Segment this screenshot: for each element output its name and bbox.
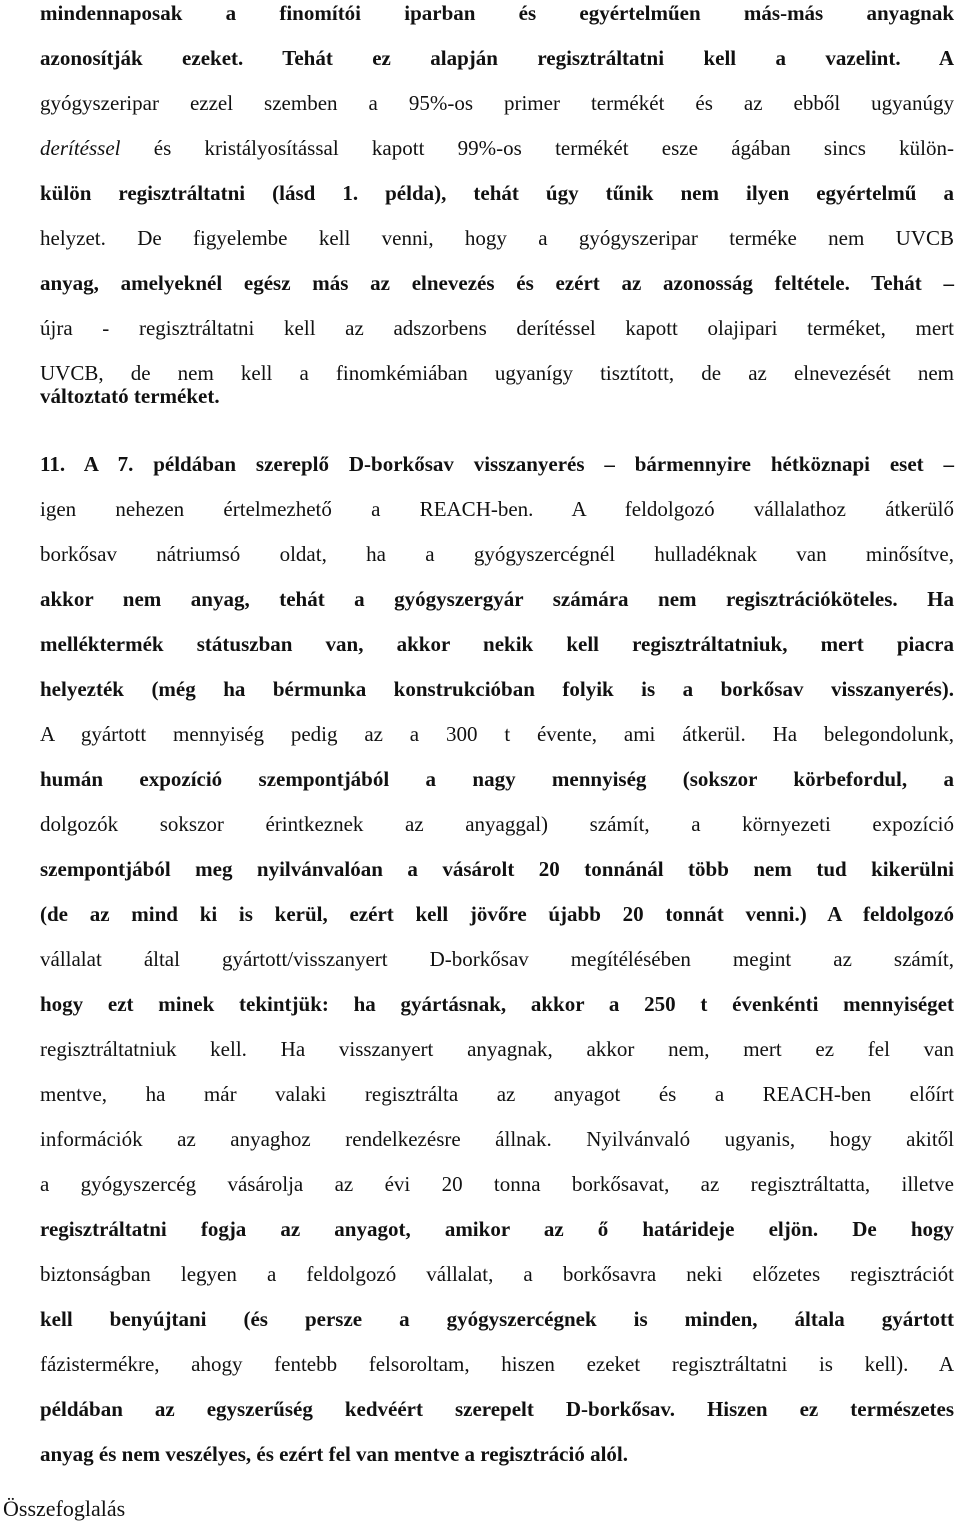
paragraph-1-line-7: anyag, amelyeknél egész más az elnevezés és ezért az azonosság feltétele. Tehát – [40,271,954,295]
paragraph-1-line-6: helyzet. De figyelembe kell venni, hogy a gyógyszeripar terméke nem UVCB [40,226,954,250]
paragraph-2-line-15: mentve, ha már valaki regisztrálta az anyagot és a REACH-ben előírt [40,1082,954,1106]
paragraph-2-line-10: szempontjából meg nyilvánvalóan a vásárolt 20 tonnánál több nem tud kikerülni [40,857,954,881]
paragraph-2-line-11: (de az mind ki is kerül, ezért kell jövőre újabb 20 tonnát venni.) A feldolgozó [40,902,954,926]
paragraph-2-line-23: anyag és nem veszélyes, és ezért fel van mentve a regisztráció alól. [40,1442,629,1466]
paragraph-2-line-9: dolgozók sokszor érintkeznek az anyaggal) számít, a környezeti expozíció [40,812,954,836]
paragraph-2-line-16: információk az anyaghoz rendelkezésre állnak. Nyilvánvaló ugyanis, hogy akitől [40,1127,954,1151]
paragraph-2-line-22: példában az egyszerűség kedvéért szerepelt D-borkősav. Hiszen ez természetes [40,1397,954,1421]
paragraph-1-line-8: újra - regisztráltatni kell az adszorbens derítéssel kapott olajipari terméket, mert [40,316,954,340]
paragraph-1-line-5: külön regisztráltatni (lásd 1. példa), tehát úgy tűnik nem ilyen egyértelmű a [40,181,954,205]
paragraph-2-line-14: regisztráltatniuk kell. Ha visszanyert anyagnak, akkor nem, mert ez fel van [40,1037,954,1061]
paragraph-1-line-4-rest: és kristályosítással kapott 99%-os termékét esze ágában sincs külön- [153,136,954,160]
paragraph-2-line-17: a gyógyszercég vásárolja az évi 20 tonna borkősavat, az regisztráltatta, illetve [40,1172,954,1196]
paragraph-2-line-18: regisztráltatni fogja az anyagot, amikor az ő határideje eljön. De hogy [40,1217,954,1241]
paragraph-2-line-13: hogy ezt minek tekintjük: ha gyártásnak, akkor a 250 t évenkénti mennyiséget [40,992,954,1016]
section-heading-summary: Összefoglalás [3,1496,126,1521]
paragraph-2-line-20: kell benyújtani (és persze a gyógyszercégnek is minden, általa gyártott [40,1307,954,1331]
paragraph-2-line-4: akkor nem anyag, tehát a gyógyszergyár számára nem regisztrációköteles. Ha [40,587,954,611]
paragraph-1-line-4 [40,131,954,165]
paragraph-2-line-3: borkősav nátriumsó oldat, ha a gyógyszercégnél hulladéknak van minősítve, [40,542,954,566]
paragraph-2-line-5: melléktermék státuszban van, akkor nekik kell regisztráltatniuk, mert piacra [40,632,954,656]
paragraph-2-line-6: helyezték (még ha bérmunka konstrukcióban folyik is a borkősav visszanyerés). [40,677,954,701]
paragraph-2-line-21: fázistermékre, ahogy fentebb felsoroltam, hiszen ezeket regisztráltatni is kell). A [40,1352,954,1376]
paragraph-2-line-1: 11. A 7. példában szereplő D-borkősav visszanyerés – bármennyire hétköznapi eset – [40,452,954,476]
paragraph-1-line-2: azonosítják ezeket. Tehát ez alapján regisztráltatni kell a vazelint. A [40,46,954,70]
italic-term: derítéssel [40,136,121,160]
paragraph-2-line-19: biztonságban legyen a feldolgozó vállalat, a borkősavra neki előzetes regisztrációt [40,1262,954,1286]
paragraph-2-line-8: humán expozíció szempontjából a nagy mennyiség (sokszor körbefordul, a [40,767,954,791]
paragraph-2-line-7: A gyártott mennyiség pedig az a 300 t évente, ami átkerül. Ha belegondolunk, [40,722,954,746]
paragraph-1-line-1: mindennaposak a finomítói iparban és egyértelműen más-más anyagnak [40,1,954,25]
paragraph-2-line-2: igen nehezen értelmezhető a REACH-ben. A feldolgozó vállalathoz átkerülő [40,497,954,521]
paragraph-2-line-12: vállalat által gyártott/visszanyert D-borkősav megítélésében megint az számít, [40,947,954,971]
paragraph-1-line-9: UVCB, de nem kell a finomkémiában ugyanígy tisztított, de az elnevezését nem [40,361,954,385]
paragraph-1-line-10: változtató terméket. [40,384,220,408]
paragraph-1-line-3: gyógyszeripar ezzel szemben a 95%-os primer termékét és az ebből ugyanúgy [40,91,954,115]
